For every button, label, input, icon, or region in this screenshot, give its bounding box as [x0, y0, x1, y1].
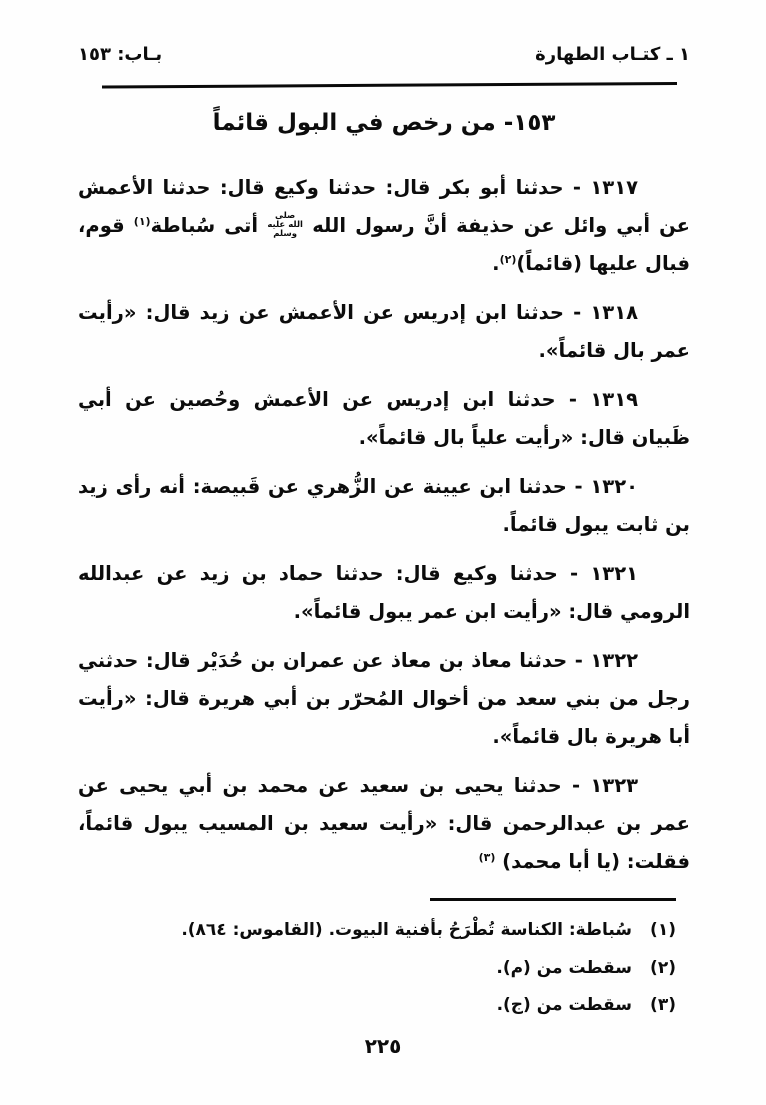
footnote-1-marker: (١) [650, 920, 676, 940]
header-book-title: ١ ـ كتـاب الطهارة [535, 44, 690, 65]
footnote-1 [78, 912, 676, 950]
hadith-paragraph-1322: ١٣٢٢ - حدثنا معاذ بن معاذ عن عمران بن حُدَيْر قال: حدثني رجل من بني سعد من أخوال المُحرّر بن أبي هريرة قال: «رأيت أبا هريرة بال قائماً». [78, 648, 690, 748]
footnote-1-text: سُباطة: الكناسة تُطْرَحُ بأفنية البيوت. (القاموس: ٨٦٤). [181, 920, 632, 940]
saw-honorific-glyph: صلى الله عليه وسلم [267, 210, 303, 239]
hadith-paragraph-1320: ١٣٢٠ - حدثنا ابن عيينة عن الزُّهري عن قَبيصة: أنه رأى زيد بن ثابت يبول قائماً. [78, 474, 690, 536]
page-header [78, 42, 690, 68]
footnotes [78, 912, 690, 1025]
section-title: ١٥٣- من رخص في البول قائماً [212, 109, 556, 136]
hadith-paragraph-1318: ١٣١٨ - حدثنا ابن إدريس عن الأعمش عن زيد قال: «رأيت عمر بال قائماً». [78, 300, 690, 362]
footnote-3-text: سقطت من (ج). [496, 995, 632, 1015]
footnote-3-marker: (٣) [650, 995, 676, 1015]
hadith-list [78, 169, 690, 881]
footnote-2 [78, 950, 676, 988]
header-chapter-ref: بـاب: ١٥٣ [78, 44, 163, 65]
hadith-paragraph-1321: ١٣٢١ - حدثنا وكيع قال: حدثنا حماد بن زيد عن عبدالله الرومي قال: «رأيت ابن عمر يبول قائماً». [78, 561, 690, 623]
hadith-paragraph-1317: ١٣١٧ - حدثنا أبو بكر قال: حدثنا وكيع قال: حدثنا الأعمش عن أبي وائل عن حذيفة أنَّ رسول الله صلى الله عليه وسلم أتى سُباطة$^{(١)}$ قوم، فبال عليها (قائماً)$^{(٢)}$. [78, 175, 690, 275]
footnote-2-marker: (٢) [650, 957, 676, 978]
page-number: ٢٢٥ [364, 1034, 402, 1058]
hadith-paragraph-1323: ١٣٢٣ - حدثنا يحيى بن سعيد عن محمد بن أبي يحيى عن عمر بن عبدالرحمن قال: «رأيت سعيد بن المسيب يبول قائماً، فقلت: (يا أبا محمد) $^{(٣)}$ [78, 773, 690, 873]
footnote-2-text: سقطت من (م). [496, 957, 632, 978]
header-rule [102, 82, 677, 88]
footnote-separator [430, 898, 676, 901]
hadith-paragraph-1319: ١٣١٩ - حدثنا ابن إدريس عن الأعمش وحُصين عن أبي ظَبيان قال: «رأيت علياً بال قائماً». [78, 387, 690, 449]
footnote-3 [78, 987, 676, 1025]
